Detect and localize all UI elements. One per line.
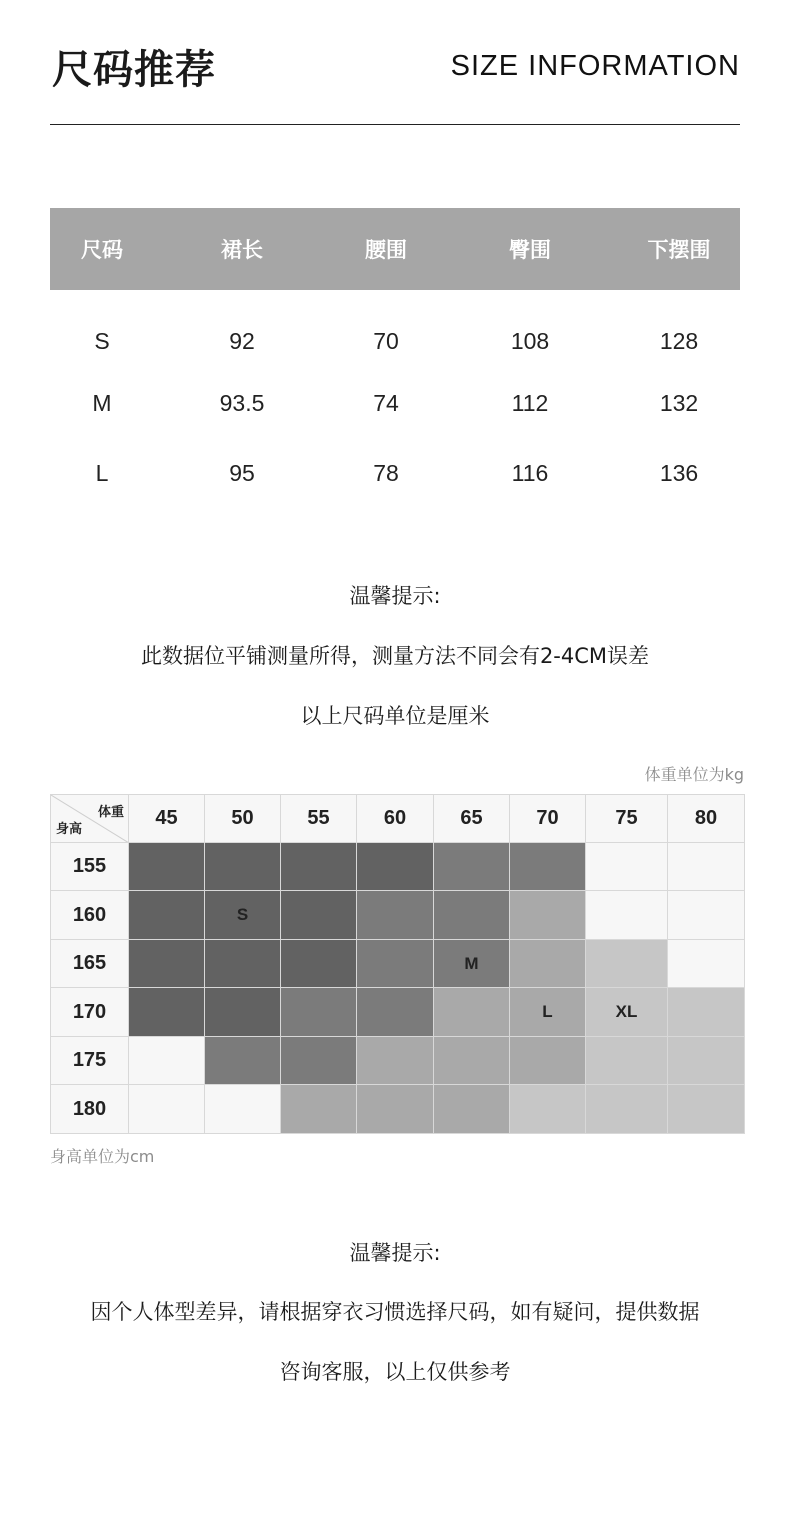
weight-header-cell: 60 <box>357 795 434 843</box>
size-chart-cell <box>205 843 281 891</box>
size-cell: S <box>94 327 110 354</box>
size-chart-cell <box>434 988 510 1037</box>
size-chart-cell <box>357 843 434 891</box>
hem-cell: 136 <box>659 459 699 486</box>
weight-header-cell: 45 <box>129 795 205 843</box>
weight-header-cell: 70 <box>510 795 586 843</box>
size-chart-cell <box>586 1085 668 1134</box>
size-chart-cell <box>434 1085 510 1134</box>
size-chart-cell <box>434 891 510 940</box>
hip-cell: 108 <box>510 327 550 354</box>
size-chart-cell <box>357 1037 434 1085</box>
size-chart-cell <box>357 891 434 940</box>
waist-cell: 70 <box>373 327 399 354</box>
grid-corner-cell <box>51 795 129 843</box>
weight-header-cell: 80 <box>668 795 745 843</box>
size-chart-cell <box>510 843 586 891</box>
size-chart-cell <box>281 891 357 940</box>
size-cell: M <box>92 389 112 416</box>
size-chart-cell <box>129 940 205 988</box>
size-chart-cell <box>205 1085 281 1134</box>
tip-text: 咨询客服，以上仅供参考 <box>279 1360 511 1384</box>
tip-text: 因个人体型差异，请根据穿衣习惯选择尺码，如有疑问，提供数据 <box>90 1300 700 1324</box>
size-chart-cell: L <box>510 988 586 1037</box>
hip-cell: 116 <box>511 459 549 486</box>
size-chart-cell <box>281 940 357 988</box>
waist-cell: 74 <box>373 389 399 416</box>
size-chart-cell: S <box>205 891 281 940</box>
tip-text: 以上尺码单位是厘米 <box>300 704 490 728</box>
hem-cell: 132 <box>659 389 699 416</box>
size-chart-cell <box>510 940 586 988</box>
size-chart-cell <box>668 891 745 940</box>
size-chart-cell <box>205 940 281 988</box>
size-chart-cell <box>129 891 205 940</box>
height-header-cell: 155 <box>51 843 129 891</box>
size-chart-cell <box>281 1037 357 1085</box>
length-cell: 92 <box>229 327 255 354</box>
weight-unit-note: 体重单位为kg <box>644 765 744 784</box>
table-row <box>50 368 740 438</box>
weight-header-cell: 55 <box>281 795 357 843</box>
table-row <box>50 290 740 368</box>
height-header-cell: 180 <box>51 1085 129 1134</box>
size-chart-cell <box>129 1085 205 1134</box>
size-chart-cell <box>281 1085 357 1134</box>
size-chart-cell <box>357 940 434 988</box>
size-chart-cell <box>586 1037 668 1085</box>
size-chart-cell <box>510 1085 586 1134</box>
size-table <box>50 208 740 508</box>
size-chart-cell <box>281 988 357 1037</box>
size-chart-cell <box>205 988 281 1037</box>
size-chart-cell <box>668 843 745 891</box>
corner-weight-label: 体重 <box>97 804 124 819</box>
height-unit-note: 身高单位为cm <box>50 1147 155 1166</box>
size-chart-cell: M <box>434 940 510 988</box>
corner-height-label: 身高 <box>56 821 83 836</box>
length-cell: 93.5 <box>219 389 265 416</box>
size-chart-cell <box>434 1037 510 1085</box>
tip-heading: 温馨提示: <box>349 584 441 608</box>
size-chart-cell <box>510 1037 586 1085</box>
size-chart-cell <box>281 843 357 891</box>
size-chart-cell <box>357 1085 434 1134</box>
hip-cell: 112 <box>511 389 549 416</box>
size-chart-cell <box>129 843 205 891</box>
size-chart-cell <box>668 988 745 1037</box>
page-subtitle: SIZE INFORMATION <box>450 50 740 82</box>
size-chart-cell <box>129 988 205 1037</box>
header-divider <box>50 124 740 125</box>
weight-header-cell: 75 <box>586 795 668 843</box>
height-header-cell: 170 <box>51 988 129 1037</box>
size-chart-cell <box>668 1085 745 1134</box>
weight-header-cell: 50 <box>205 795 281 843</box>
size-chart-cell <box>586 891 668 940</box>
size-table-header-cell: 臀围 <box>442 208 618 290</box>
size-chart-cell <box>434 843 510 891</box>
size-chart-cell <box>668 1037 745 1085</box>
size-chart-cell <box>510 891 586 940</box>
size-chart-cell <box>586 843 668 891</box>
tip-text: 此数据位平铺测量所得，测量方法不同会有2-4CM误差 <box>140 644 650 668</box>
height-header-cell: 160 <box>51 891 129 940</box>
table-row <box>50 438 740 508</box>
length-cell: 95 <box>229 459 255 486</box>
height-header-cell: 165 <box>51 940 129 988</box>
waist-cell: 78 <box>373 459 399 486</box>
size-table-header-cell: 下摆围 <box>618 208 740 290</box>
size-chart-cell <box>586 940 668 988</box>
size-table-header-row <box>50 208 740 290</box>
height-header-cell: 175 <box>51 1037 129 1085</box>
hem-cell: 128 <box>659 327 699 354</box>
size-chart-cell: XL <box>586 988 668 1037</box>
size-table-header-cell: 腰围 <box>330 208 442 290</box>
weight-header-cell: 65 <box>434 795 510 843</box>
page-title: 尺码推荐 <box>52 47 216 93</box>
tip-heading: 温馨提示: <box>349 1241 441 1265</box>
size-cell: L <box>95 459 109 486</box>
size-chart-cell <box>357 988 434 1037</box>
size-chart-cell <box>668 940 745 988</box>
size-table-header-cell: 裙长 <box>154 208 330 290</box>
size-table-header-cell: 尺码 <box>50 208 154 290</box>
size-chart-cell <box>205 1037 281 1085</box>
size-chart-cell <box>129 1037 205 1085</box>
size-chart-grid <box>50 794 745 1134</box>
